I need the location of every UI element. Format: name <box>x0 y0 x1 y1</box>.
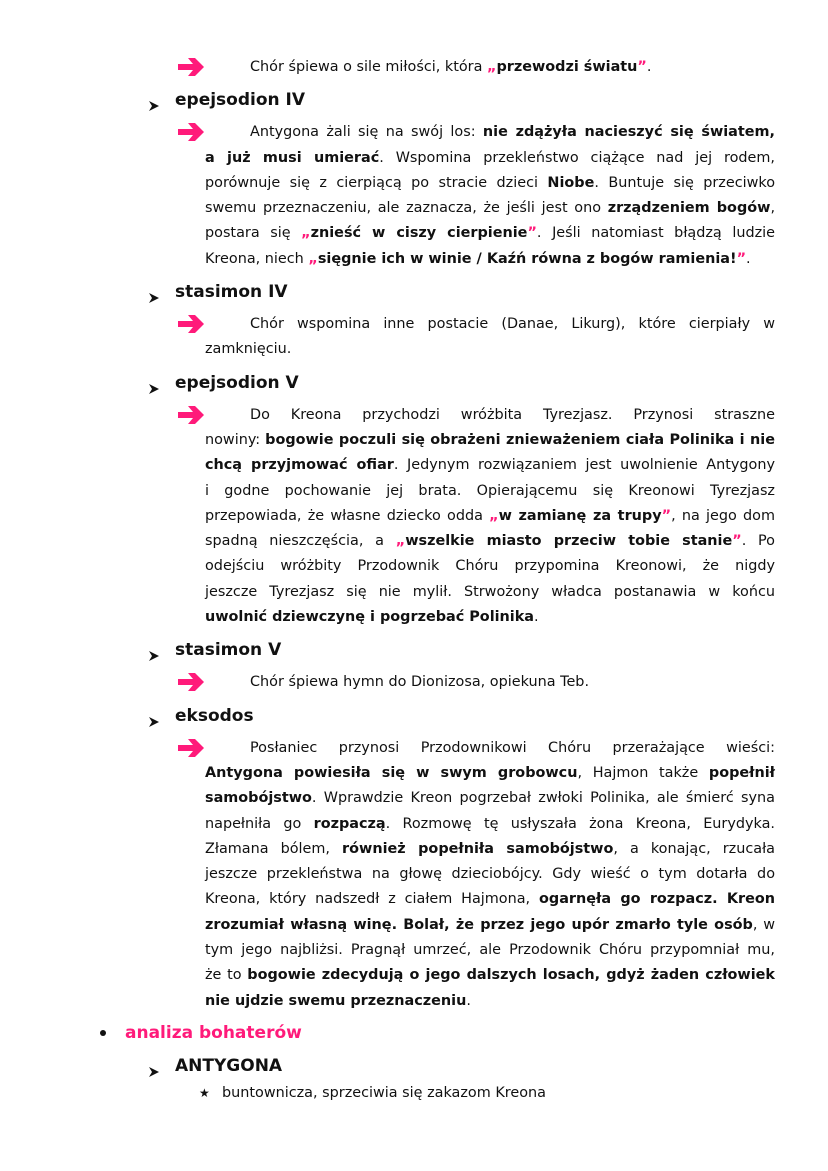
quote-mark: ” <box>661 507 672 524</box>
text-line <box>205 761 775 786</box>
text: zamknięciu. <box>205 341 292 358</box>
text-line <box>205 337 775 362</box>
text-line <box>205 171 775 196</box>
text: , a konając, rzucała <box>613 840 775 857</box>
text-line <box>205 837 775 862</box>
text: . <box>646 59 652 75</box>
quote-mark: ” <box>527 225 537 242</box>
chevron-right-icon <box>148 644 160 656</box>
text: . Wspomina przekleństwo ciążące nad jej rodem, <box>379 149 775 166</box>
text-line <box>205 786 775 811</box>
text: porównuje się z cierpiącą po stracie dzieci <box>205 174 548 191</box>
text-line <box>205 247 775 272</box>
bold-text: Antygona powiesiła się w swym grobowcu <box>205 764 578 781</box>
text-line <box>205 989 775 1014</box>
text-line <box>205 55 775 80</box>
bold-text: uwolnić dziewczynę i pogrzebać Polinika <box>205 609 535 626</box>
text: . Rozmowę tę usłyszała żona Kreona, Eurydyka. <box>385 815 775 832</box>
pink-arrow-icon <box>176 122 208 142</box>
text: . Wprawdzie Kreon pogrzebał zwłoki Polinika, ale śmierć syna <box>311 790 775 807</box>
text: , na jego dom <box>671 507 775 524</box>
quote-mark: „ <box>395 533 406 550</box>
paragraph <box>0 670 775 695</box>
text: , Hajmon także <box>577 764 709 781</box>
chevron-right-icon <box>148 94 160 106</box>
bold-text: zrozumiał własną winę. Bolał, że przez jego upór zmarło tyle osób <box>205 916 753 933</box>
bold-text: Niobe <box>547 174 595 191</box>
chevron-right-icon <box>148 710 160 722</box>
text: że to <box>205 967 248 984</box>
section-heading: epejsodion IV <box>0 87 828 113</box>
text: Posłaniec przynosi Przodownikowi Chóru przerażające wieści: <box>250 739 775 756</box>
section-heading: stasimon IV <box>0 279 828 305</box>
paragraph <box>0 120 775 272</box>
text-line <box>205 221 775 246</box>
text-line <box>205 963 775 988</box>
document-page <box>0 55 828 1105</box>
pink-arrow-icon <box>176 672 208 692</box>
quote-mark: ” <box>732 533 742 550</box>
quote-mark: „ <box>301 225 311 242</box>
text: Antygona żali się na swój los: <box>250 124 483 141</box>
text-line <box>205 428 775 453</box>
text: przepowiada, że własne dziecko odda <box>205 507 490 524</box>
topic-heading <box>0 1020 828 1046</box>
quote-mark: „ <box>489 507 499 524</box>
text-line <box>205 812 775 837</box>
text-line <box>205 862 775 887</box>
bold-text: rozpaczą <box>313 815 386 832</box>
text: jeszcze Tyrezjasz się nie mylił. Strwożony władca postanawia w końcu <box>205 583 775 600</box>
text-line <box>205 554 775 579</box>
text-line <box>205 453 775 478</box>
text-line <box>205 736 775 761</box>
text-line <box>205 887 775 912</box>
text-line <box>205 605 775 630</box>
text-line <box>205 196 775 221</box>
chevron-right-icon <box>148 377 160 389</box>
text: Chór śpiewa hymn do Dionizosa, opiekuna Teb. <box>250 674 590 691</box>
text-line <box>205 146 775 171</box>
quote-mark: ” <box>637 59 647 75</box>
bold-text: popełnił <box>708 764 775 781</box>
text: jeszcze przekleństwa na głowę dzieciobójcy. Gdy wieść o tym dotarła do <box>205 866 775 883</box>
star-icon: ★ <box>199 1085 210 1100</box>
text: . Jeśli natomiast błądzą ludzie <box>536 225 775 242</box>
text: . <box>534 609 539 626</box>
bold-text: bogowie poczuli się obrażeni znieważeniem ciała Polinika i nie <box>265 431 775 448</box>
bold-text: nie zdążyła nacieszyć się światem, <box>482 124 775 141</box>
character-heading: ANTYGONA <box>0 1053 828 1079</box>
text: napełniła go <box>205 815 314 832</box>
quote-mark: „ <box>308 250 318 267</box>
text: nowiny: <box>205 431 266 448</box>
bullet-icon <box>100 1030 106 1036</box>
bold-text: ogarnęła go rozpacz. Kreon <box>539 891 776 908</box>
text: Chór śpiewa o sile miłości, która <box>250 59 487 75</box>
text: . <box>466 992 471 1009</box>
section-heading: stasimon V <box>0 637 828 663</box>
chevron-right-icon <box>148 286 160 298</box>
text-line <box>205 120 775 145</box>
paragraph <box>0 403 775 631</box>
trait-item <box>0 1081 828 1105</box>
bold-text: wszelkie miasto przeciw tobie stanie <box>405 533 733 550</box>
trait-text: buntownicza, sprzeciwia się zakazom Kreona <box>222 1084 546 1101</box>
paragraph <box>0 55 775 80</box>
text: Chór wspomina inne postacie (Danae, Likurg), które cierpiały w <box>250 316 775 333</box>
pink-arrow-icon <box>176 57 208 77</box>
text-line <box>205 403 775 428</box>
bold-text: bogowie zdecydują o jego dalszych losach, gdyż żaden człowiek <box>247 967 775 984</box>
text: Do Kreona przychodzi wróżbita Tyrezjasz. Przynosi straszne <box>250 406 775 423</box>
text: Kreona, który nadszedł z ciałem Hajmona, <box>205 891 539 908</box>
bold-text: nie ujdzie swemu przeznaczeniu <box>205 992 467 1009</box>
text: Kreona, niech <box>205 250 309 267</box>
pink-arrow-icon <box>176 738 208 758</box>
text-line <box>205 504 775 529</box>
pink-arrow-icon <box>176 405 208 425</box>
quote-mark: ” <box>736 250 747 267</box>
bold-text: znieść w ciszy cierpienie <box>310 225 528 242</box>
text-line <box>205 529 775 554</box>
topic-title: analiza bohaterów <box>125 1022 302 1043</box>
text: tym jego najbliżsi. Pragnął umrzeć, ale Przodownik Chóru przypomniał mu, <box>205 942 775 959</box>
section-heading: epejsodion V <box>0 370 828 396</box>
text: swemu przeznaczeniu, ale zaznacza, że jeśli jest ono <box>205 200 608 217</box>
text: . <box>746 250 751 267</box>
text: , w <box>752 916 775 933</box>
text-line <box>205 580 775 605</box>
bold-text: w zamianę za trupy <box>498 507 662 524</box>
text: . Po <box>741 533 775 550</box>
bold-text: chcą przyjmować ofiar <box>205 457 394 474</box>
text-line <box>205 670 775 695</box>
bold-text: sięgnie ich w winie / Kaźń równa z bogów ramienia! <box>317 250 737 267</box>
text: odejściu wróżbity Przodownik Chóru przypomina Kreonowi, że nigdy <box>205 558 775 575</box>
text: spadną nieszczęścia, a <box>205 533 396 550</box>
text: i godne pochowanie jej brata. Opierającemu się Kreonowi Tyrezjasz <box>205 482 775 499</box>
text-line <box>205 479 775 504</box>
paragraph <box>0 736 775 1014</box>
text-line <box>205 913 775 938</box>
bold-text: również popełniła samobójstwo <box>342 840 614 857</box>
bold-text: a już musi umierać <box>205 149 380 166</box>
bold-text: zrządzeniem bogów <box>607 200 771 217</box>
text-line <box>205 938 775 963</box>
text: . Jedynym rozwiązaniem jest uwolnienie Antygony <box>393 457 775 474</box>
chevron-right-icon <box>148 1060 160 1072</box>
text-line <box>205 312 775 337</box>
text: postara się <box>205 225 302 242</box>
text: , <box>770 200 776 217</box>
section-heading: eksodos <box>0 703 828 729</box>
text: Złamana bólem, <box>205 840 343 857</box>
text: . Buntuje się przeciwko <box>594 174 775 191</box>
bold-text: samobójstwo <box>205 790 312 807</box>
bold-text: przewodzi światu <box>496 59 638 75</box>
paragraph <box>0 312 775 363</box>
pink-arrow-icon <box>176 314 208 334</box>
quote-mark: „ <box>486 59 497 75</box>
